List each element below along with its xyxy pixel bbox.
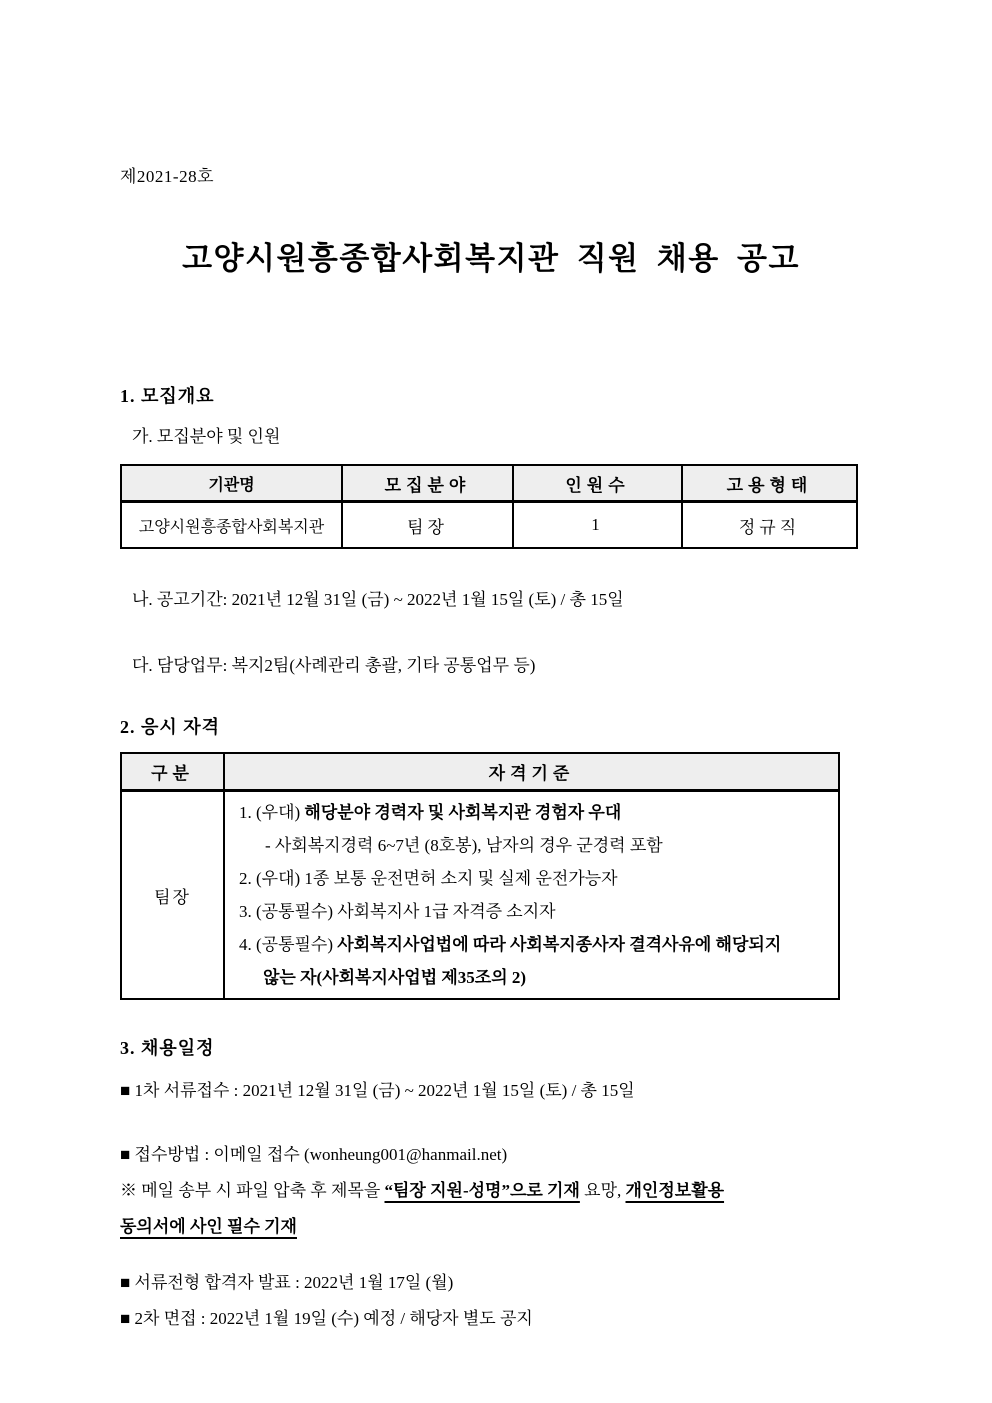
section-1-sub-c: 다. 담당업무: 복지2팀(사례관리 총괄, 기타 공통업무 등): [132, 656, 536, 675]
text-run: ■ 2차 면접 : 2022년 1월 19일 (수) 예정 / 해당자 별도 공지: [120, 1309, 533, 1328]
qualification-table-head: [121, 753, 839, 791]
header-institution: 기관명: [121, 465, 342, 502]
table-header-row: [121, 753, 839, 791]
header-field: 모집분야: [342, 465, 513, 502]
table-row: [121, 502, 857, 549]
text-run: - 사회복지경력 6~7년 (8호봉), 남자의 경우 군경력 포함: [265, 836, 663, 855]
schedule-line: [120, 1173, 862, 1209]
schedule-block: [120, 1073, 862, 1109]
cell-institution: 고양시원흥종합사회복지관: [121, 502, 342, 549]
schedule-line: [120, 1265, 862, 1301]
header-headcount: 인원수: [513, 465, 682, 502]
text-run: 않는 자(사회복지사업법 제35조의 2): [263, 968, 527, 987]
table-row: [121, 791, 839, 1000]
page-title: 고양시원흥종합사회복지관 직원 채용 공고: [182, 241, 800, 276]
text-run: 3. (공통필수) 사회복지사 1급 자격증 소지자: [239, 902, 556, 921]
text-run: 사회복지사업법에 따라 사회복지종사자 결격사유에 해당되지: [337, 935, 782, 954]
recruitment-table-head: [121, 465, 857, 502]
section-1-sub-b: 나. 공고기간: 2021년 12월 31일 (금) ~ 2022년 1월 15일 (토) / 총 15일: [132, 590, 624, 609]
text-run: ■ 1차 서류접수 : 2021년 12월 31일 (금) ~ 2022년 1월 15일 (토) / 총 15일: [120, 1081, 635, 1100]
qualification-line: [239, 829, 830, 862]
text-run: ※ 메일 송부 시 파일 압축 후 제목을: [120, 1181, 385, 1200]
text-run: 4. (공통필수): [239, 935, 338, 954]
schedule-block: [120, 1265, 862, 1337]
qualification-line: [239, 895, 830, 928]
qualification-table-body: [121, 791, 839, 1000]
section-1-heading: 1. 모집개요: [120, 386, 215, 406]
schedule-line: [120, 1137, 862, 1173]
qualification-criteria-cell: [224, 791, 839, 1000]
section-2-heading: 2. 응시 자격: [120, 717, 221, 737]
cell-headcount: 1: [513, 502, 682, 549]
text-run: ■ 접수방법 : 이메일 접수 (wonheung001@hanmail.net): [120, 1145, 508, 1164]
text-run: 동의서에 사인 필수 기재: [120, 1217, 297, 1236]
schedule-line: [120, 1209, 862, 1245]
cell-position-label: 팀장: [121, 791, 224, 1000]
header-employment-type: 고용형태: [682, 465, 857, 502]
schedule-line: [120, 1073, 862, 1109]
text-run: 요망,: [579, 1181, 626, 1200]
schedule-section: [120, 1073, 862, 1337]
qualification-table: [120, 752, 840, 1000]
table-header-row: [121, 465, 857, 502]
section-3-heading: 3. 채용일정: [120, 1038, 215, 1058]
text-run: 1. (우대): [239, 803, 305, 822]
text-run: ■ 서류전형 합격자 발표 : 2022년 1월 17일 (월): [120, 1273, 454, 1292]
recruitment-table: [120, 464, 858, 549]
schedule-block: [120, 1137, 862, 1245]
section-1-sub-a: 가. 모집분야 및 인원: [132, 427, 281, 446]
schedule-line: [120, 1301, 862, 1337]
qualification-line: [239, 928, 830, 961]
text-run: 2. (우대) 1종 보통 운전면허 소지 및 실제 운전가능자: [239, 869, 618, 888]
recruitment-table-body: [121, 502, 857, 549]
cell-field: 팀장: [342, 502, 513, 549]
qualification-line: [239, 961, 830, 994]
qualification-line: [239, 862, 830, 895]
qualification-line: [239, 796, 830, 829]
header-category: 구분: [121, 753, 224, 791]
header-criteria: 자격기준: [224, 753, 839, 791]
doc-number: 제2021-28호: [120, 167, 215, 186]
text-run: 해당분야 경력자 및 사회복지관 경험자 우대: [304, 803, 622, 822]
cell-employment-type: 정규직: [682, 502, 857, 549]
text-run: 개인정보활용: [625, 1181, 725, 1200]
text-run: “팀장 지원-성명”으로 기재: [384, 1181, 580, 1200]
